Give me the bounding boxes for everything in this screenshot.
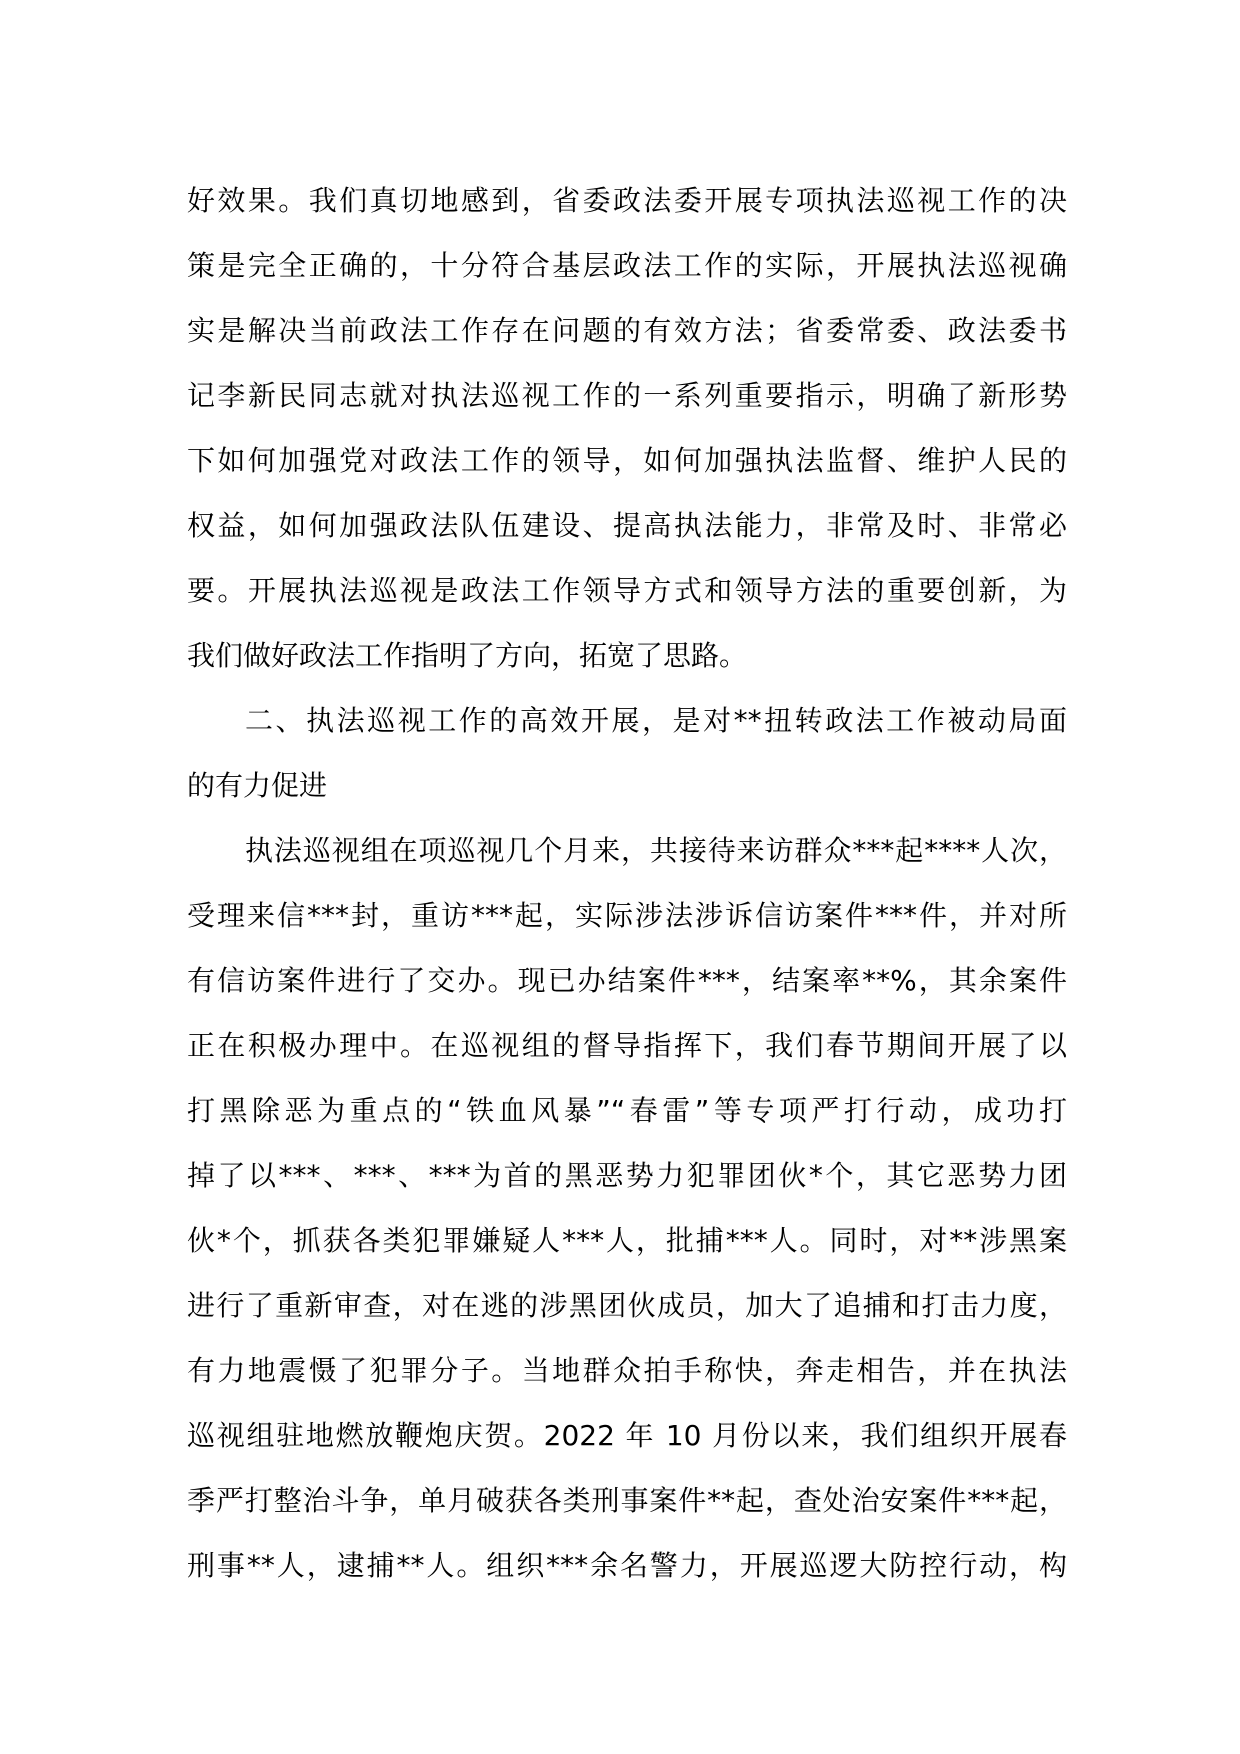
text-line: 有力地震慑了犯罪分子。当地群众拍手称快，奔走相告，并在执法 (187, 1354, 1067, 1387)
text-line: 正在积极办理中。在巡视组的督导指挥下，我们春节期间开展了以 (187, 1029, 1067, 1062)
text-line: 掉了以***、***、***为首的黑恶势力犯罪团伙*个，其它恶势力团 (187, 1159, 1067, 1192)
text-line: 要。开展执法巡视是政法工作领导方式和领导方法的重要创新，为 (187, 574, 1067, 607)
text-line: 巡视组驻地燃放鞭炮庆贺。2022 年 10 月份以来，我们组织开展春 (187, 1419, 1067, 1452)
text-line: 策是完全正确的，十分符合基层政法工作的实际，开展执法巡视确 (187, 249, 1067, 282)
text-line: 下如何加强党对政法工作的领导，如何加强执法监督、维护人民的 (187, 444, 1067, 477)
text-line: 刑事**人，逮捕**人。组织***余名警力，开展巡逻大防控行动，构 (187, 1549, 1067, 1582)
body-text (187, 168, 1067, 1598)
text-line: 实是解决当前政法工作存在问题的有效方法；省委常委、政法委书 (187, 314, 1067, 347)
section-heading-line: 二、执法巡视工作的高效开展，是对**扭转政法工作被动局面 (245, 704, 1067, 737)
section-heading-line: 的有力促进 (187, 769, 328, 802)
text-line: 有信访案件进行了交办。现已办结案件***，结案率**%，其余案件 (187, 964, 1067, 997)
text-line: 记李新民同志就对执法巡视工作的一系列重要指示，明确了新形势 (187, 379, 1067, 412)
text-line: 受理来信***封，重访***起，实际涉法涉诉信访案件***件，并对所 (187, 899, 1067, 932)
text-line: 季严打整治斗争，单月破获各类刑事案件**起，查处治安案件***起， (187, 1484, 1067, 1517)
text-line: 进行了重新审查，对在逃的涉黑团伙成员，加大了追捕和打击力度， (187, 1289, 1067, 1322)
text-line: 我们做好政法工作指明了方向，拓宽了思路。 (187, 639, 748, 672)
text-line: 打黑除恶为重点的“铁血风暴”“春雷”等专项严打行动，成功打 (187, 1094, 1067, 1127)
text-line: 权益，如何加强政法队伍建设、提高执法能力，非常及时、非常必 (187, 509, 1067, 542)
text-line: 执法巡视组在项巡视几个月来，共接待来访群众***起****人次， (245, 834, 1067, 867)
text-line: 好效果。我们真切地感到，省委政法委开展专项执法巡视工作的决 (187, 184, 1067, 217)
text-line: 伙*个，抓获各类犯罪嫌疑人***人，批捕***人。同时，对**涉黑案 (187, 1224, 1067, 1257)
